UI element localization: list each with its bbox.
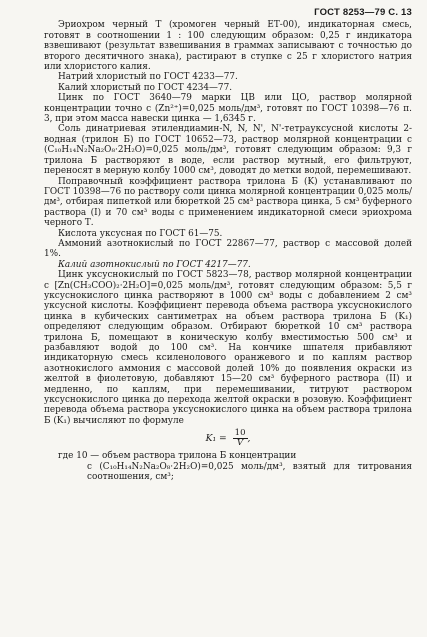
formula-denominator: V bbox=[237, 438, 244, 449]
formula-numerator: 10 bbox=[234, 428, 246, 439]
document-page bbox=[44, 8, 412, 482]
formula-lhs: K₁ = bbox=[205, 433, 227, 445]
formula-fraction bbox=[233, 429, 248, 448]
paragraph-ammonium-nitrate: Аммоний азотнокислый по ГОСТ 22867—77, раствор с массовой долей 1%. bbox=[44, 238, 412, 260]
paragraph-correction-factor: Поправочный коэффициент раствора трилона Б (K) устанавливают по ГОСТ 10398—76 по раствору соли цинка молярной концентрации 0,025 моль/дм³, отбирая пипеткой или бюреткой 25 см³ раствора цинка, 5 см³ буферного раствора (I) и 70 см³ воды с применением индикаторной смеси эриохрома черного Т. bbox=[44, 176, 412, 229]
paragraph-eriochrome: Эриохром черный Т (хромоген черный ЕТ-00), индикаторная смесь, готовят в соотношении 1 : 100 следующим образом: 0,25 г индикатора взвешивают (результат взвешивания в граммах записывают с точностью до второго десятичного знака), растирают в ступке с 25 г хлористого натрия или хлористого калия. bbox=[44, 20, 412, 73]
formula-tail: , bbox=[247, 433, 251, 445]
paragraph-zinc-acetate: Цинк уксуснокислый по ГОСТ 5823—78, раствор молярной концентрации c [Zn(CH₃COO)₂·2H₂O]=0,025 моль/дм³, готовят следующим образом: 5,5 г уксуснокислого цинка растворяют в 1000 см³ воды с добавлением 2 см³ уксусной кислоты. Коэффициент перевода объема раствора уксуснокислого цинка в кубических сантиметрах на объем раствора трилона Б (K₁) определяют следующим образом. Отбирают бюреткой 10 см³ раствора трилона Б, помещают в коническую колбу вместимостью 500 см³ и разбавляют водой до 100 см³. На кончике шпателя прибавляют индикаторную смесь ксиленолового оранжевого и по каплям раствор азотнокислого аммония с массовой долей 10% до появления окраски из желтой в фиолетовую, добавляют 15—20 см³ буферного раствора (II) и медленно, по каплям, при перемешивании, титруют раствором уксуснокислого цинка до перехода желтой окраски в розовую. Коэффициент перевода объема раствора уксуснокислого цинка на объем раствора трилона Б (K₁) вычисляют по формуле bbox=[44, 270, 412, 426]
paragraph-potassium-nitrate: Калий азотнокислый по ГОСТ 4217—77. bbox=[58, 259, 251, 270]
formula-k1 bbox=[44, 429, 412, 448]
paragraph-acetic-acid: Кислота уксусная по ГОСТ 61—75. bbox=[58, 228, 223, 239]
paragraph-sodium-chloride: Натрий хлористый по ГОСТ 4233—77. bbox=[58, 72, 238, 83]
paragraph-trilon-b: Соль динатриевая этилендиамин-N, N, N', N'-тетрауксусной кислоты 2-водная (трилон Б) по ГОСТ 10652—73, раствор молярной концентрации c (C₁₀H₁₄N₂Na₂O₈·2H₂O)=0,025 моль/дм³, готовят следующим образом: 9,3 г трилона Б растворяют в воде, если раствор мутный, его фильтруют, переносят в мерную колбу 1000 см³, доводят до метки водой, перемешивают. bbox=[44, 124, 412, 177]
page-header: ГОСТ 8253—79 С. 13 bbox=[314, 7, 412, 18]
paragraph-potassium-chloride: Калий хлористый по ГОСТ 4234—77. bbox=[58, 82, 233, 93]
where-line-1: где 10 — объем раствора трилона Б концентрации bbox=[58, 451, 297, 462]
paragraph-zinc: Цинк по ГОСТ 3640—79 марки ЦВ или ЦО, раствор молярной концентрации точно c (Zn²⁺)=0,025 моль/дм³, готовят по ГОСТ 10398—76 п. 3, при этом масса навески цинка — 1,6345 г. bbox=[44, 93, 412, 125]
where-line-2: c (C₁₀H₁₄N₂Na₂O₈·2H₂O)=0,025 моль/дм³, взятый для титрования соотношения, см³; bbox=[87, 461, 412, 483]
